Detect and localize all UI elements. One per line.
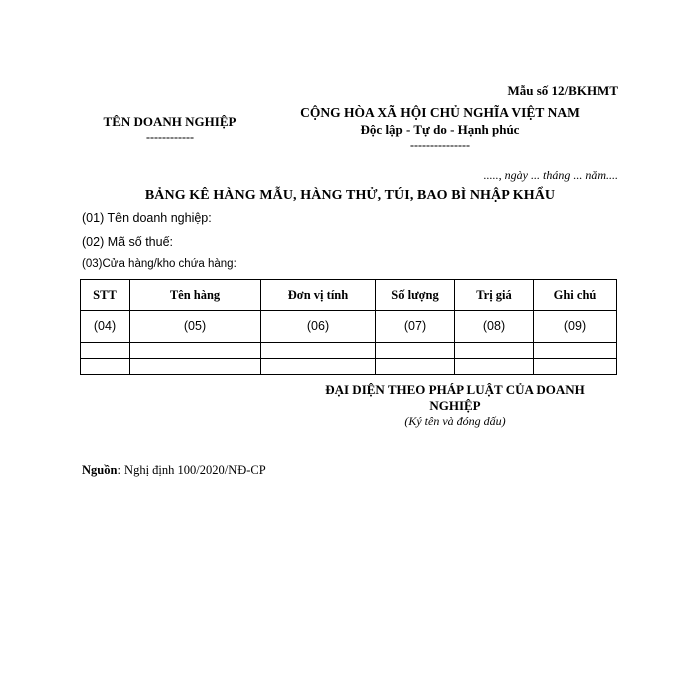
code-cell: (08)	[455, 311, 534, 342]
motto: Độc lập - Tự do - Hạnh phúc	[360, 122, 520, 137]
table-cell[interactable]	[455, 342, 534, 358]
table-cell[interactable]	[376, 358, 455, 374]
table-cell[interactable]	[81, 358, 130, 374]
code-cell: (04)	[81, 311, 130, 342]
table-cell[interactable]	[534, 342, 617, 358]
code-cell: (09)	[534, 311, 617, 342]
form-number: Mẫu số 12/BKHMT	[507, 83, 618, 98]
field-warehouse: (03)Cửa hàng/kho chứa hàng:	[82, 258, 237, 270]
table-cell[interactable]	[534, 358, 617, 374]
table-row	[81, 358, 617, 374]
field-tax-code: (02) Mã số thuế:	[82, 235, 174, 249]
code-cell: (06)	[261, 311, 376, 342]
code-cell: (07)	[376, 311, 455, 342]
header-value: Trị giá	[455, 280, 534, 311]
header-item-name: Tên hàng	[130, 280, 261, 311]
table-header-row	[81, 280, 617, 311]
header-quantity: Số lượng	[376, 280, 455, 311]
source-text: : Nghị định 100/2020/NĐ-CP	[117, 463, 266, 477]
goods-table	[80, 279, 617, 375]
sign-note: (Ký tên và đóng dấu)	[404, 414, 506, 428]
table-cell[interactable]	[81, 342, 130, 358]
nation-title: CỘNG HÒA XÃ HỘI CHỦ NGHĨA VIỆT NAM	[300, 105, 580, 120]
table-cell[interactable]	[261, 342, 376, 358]
table-code-row	[81, 311, 617, 342]
source-line	[82, 463, 266, 478]
table-cell[interactable]	[455, 358, 534, 374]
source-label: Nguồn	[82, 463, 118, 477]
table-cell[interactable]	[376, 342, 455, 358]
table-row	[81, 342, 617, 358]
header-note: Ghi chú	[534, 280, 617, 311]
field-company-name: (01) Tên doanh nghiệp:	[82, 211, 212, 225]
code-cell: (05)	[130, 311, 261, 342]
company-title: TÊN DOANH NGHIỆP	[103, 114, 237, 129]
legal-representative: ĐẠI DIỆN THEO PHÁP LUẬT CỦA DOANH NGHIỆP	[325, 382, 585, 413]
table-cell[interactable]	[130, 342, 261, 358]
table-cell[interactable]	[130, 358, 261, 374]
date-line: ....., ngày ... tháng ... năm....	[483, 168, 618, 182]
motto-underline: ---------------	[410, 138, 470, 152]
table-cell[interactable]	[261, 358, 376, 374]
header-stt: STT	[81, 280, 130, 311]
company-underline: ------------	[146, 130, 194, 144]
document-title: BẢNG KÊ HÀNG MẪU, HÀNG THỬ, TÚI, BAO BÌ NHẬP KHẨU	[144, 188, 556, 203]
header-unit: Đơn vị tính	[261, 280, 376, 311]
